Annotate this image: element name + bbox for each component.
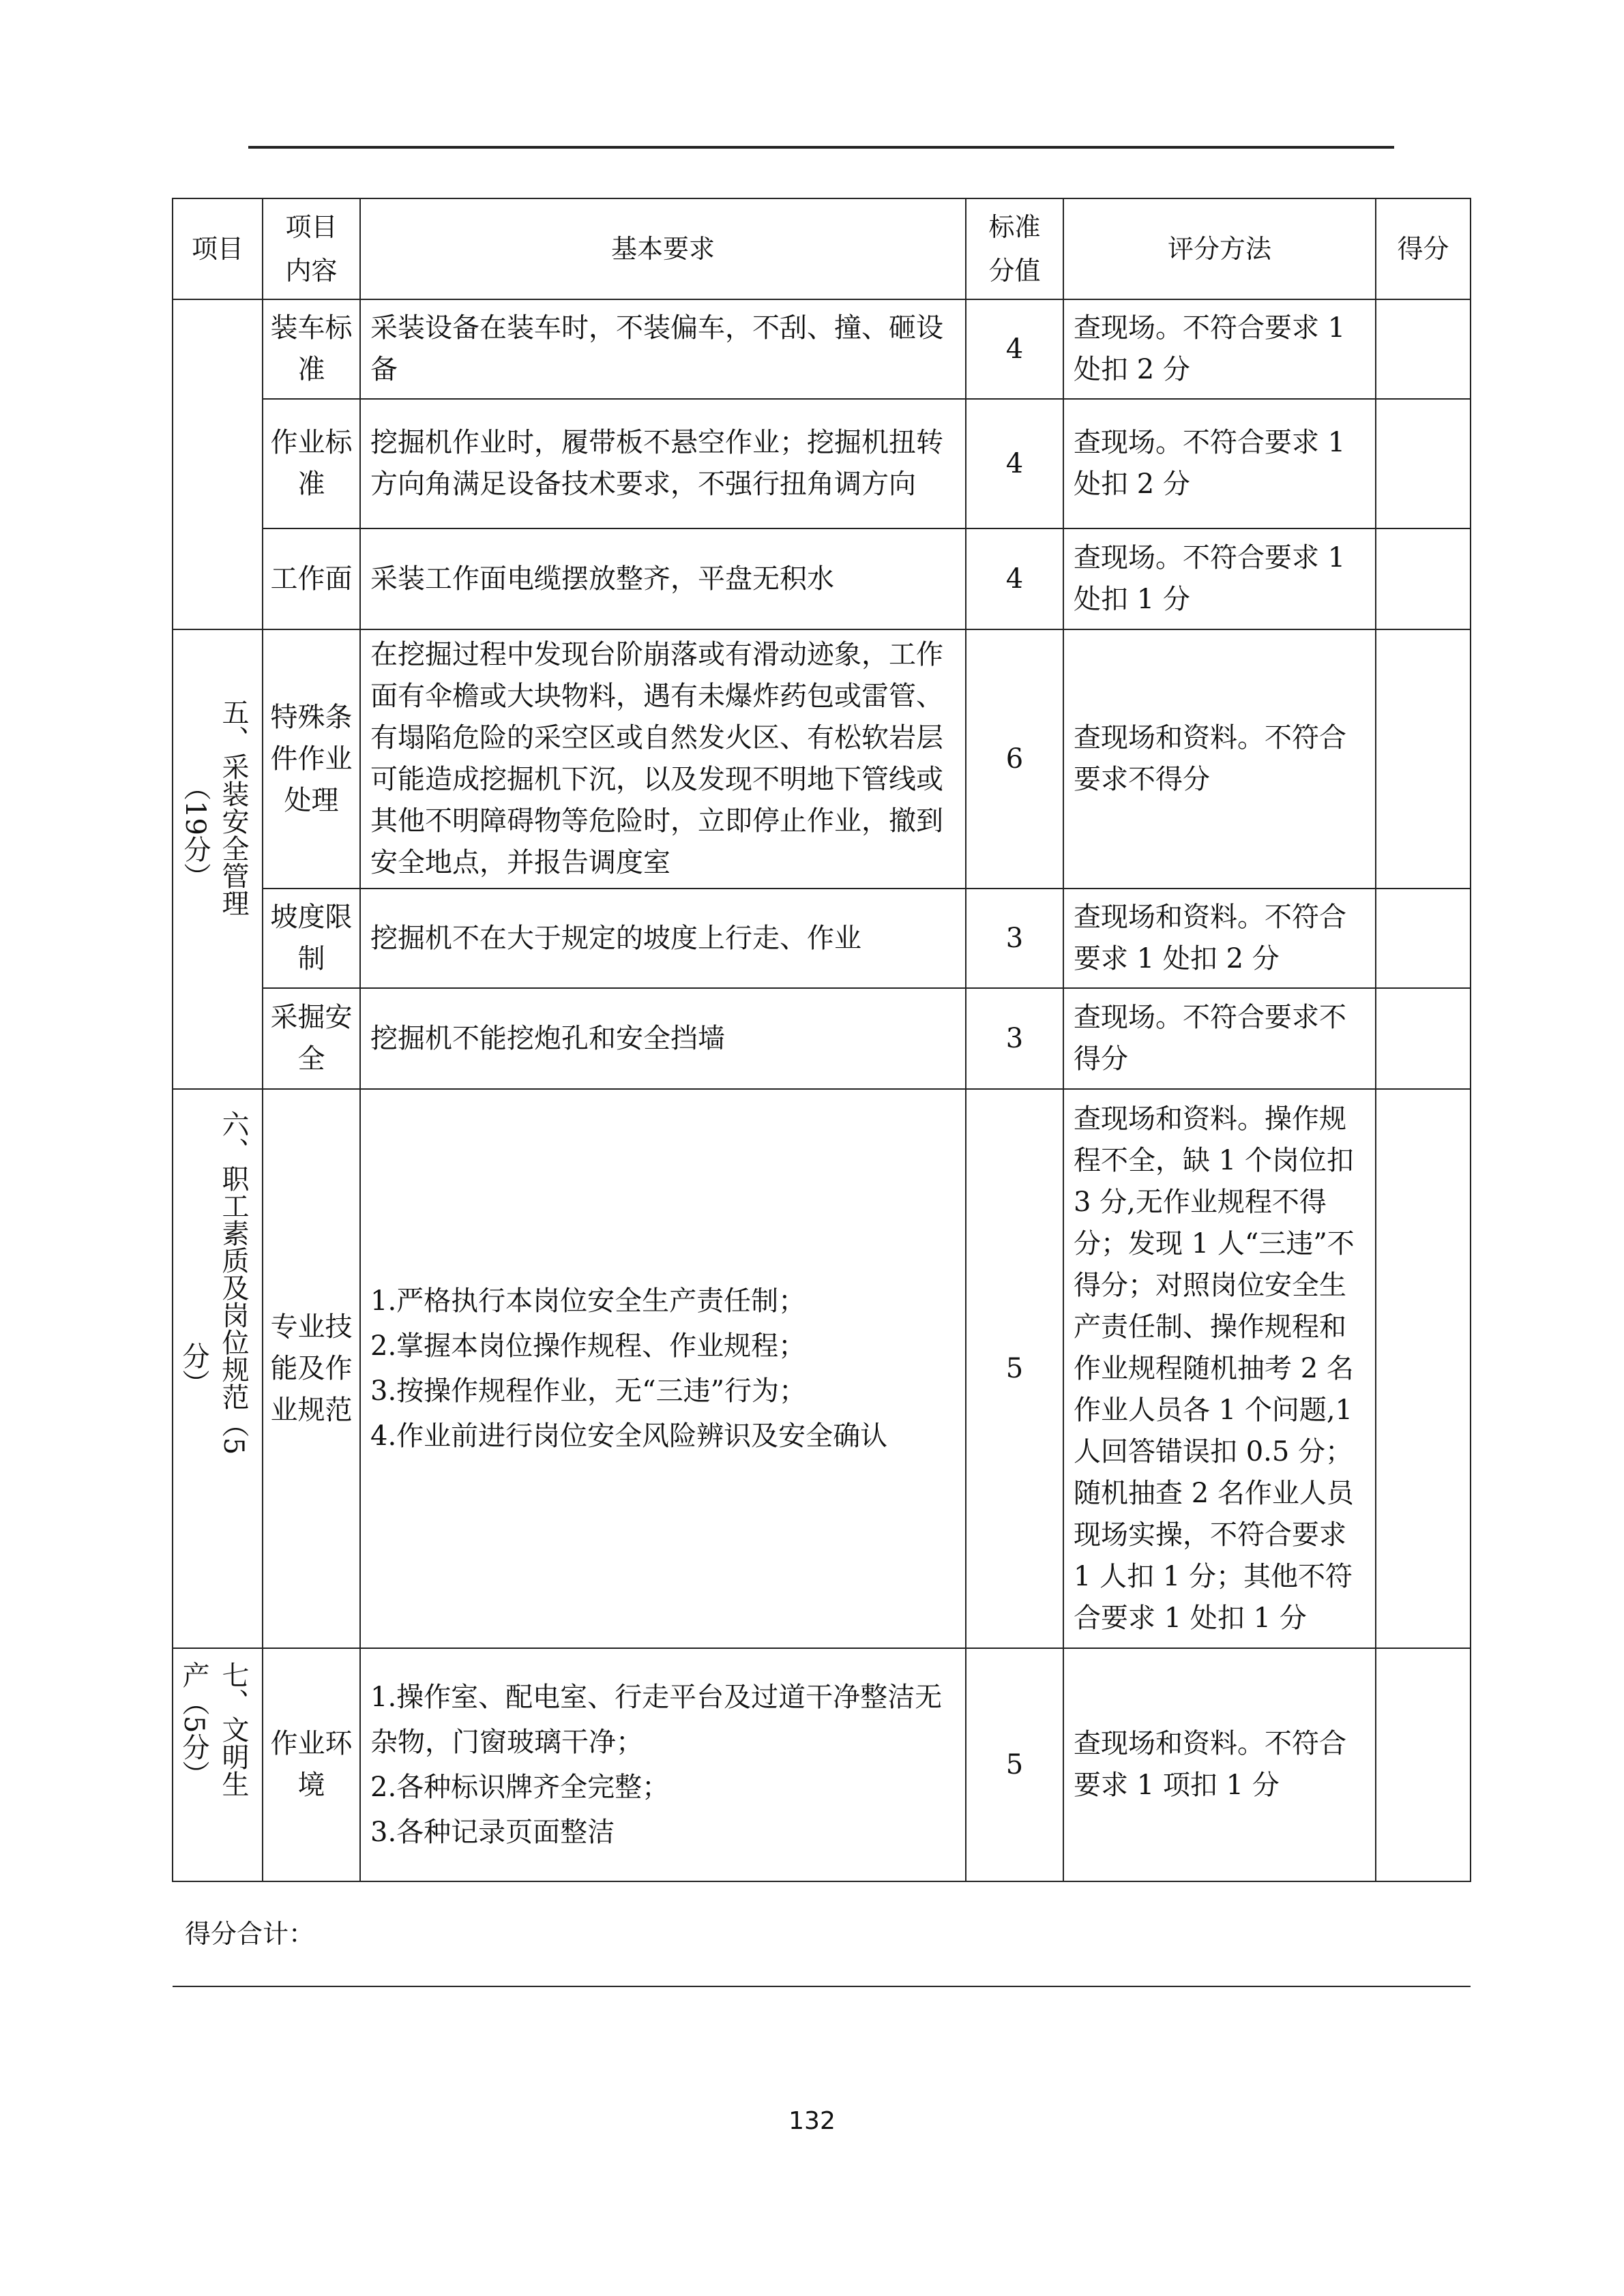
item-seven-score: 产（5分） [178, 1661, 209, 1788]
row-requirement: 在挖掘过程中发现台阶崩落或有滑动迹象，工作面有伞檐或大块物料，遇有未爆炸药包或雷管、有塌陷危险的采空区或自然发火区、有松软岩层可能造成挖掘机下沉，以及发现不明地下管线或其他不明障碍物等危险时，立即停止作业，撤到安全地点，并报告调度室 [360, 629, 966, 889]
row-method: 查现场和资料。操作规程不全，缺 1 个岗位扣 3 分,无作业规程不得分；发现 1 人“三违”不得分；对照岗位安全生产责任制、操作规程和作业规程随机抽考 2 名作业人员各 1 个问题,1 人回答错误扣 0.5 分；随机抽查 2 名作业人员现场实操，不符合要求 1 人扣 1 分；其他不符合要求 1 处扣 1 分 [1063, 1089, 1376, 1648]
table-row [173, 629, 1471, 889]
item-cell-section-five [173, 629, 263, 1089]
header-score: 得分 [1376, 198, 1471, 299]
row-score-input[interactable] [1376, 1648, 1471, 1881]
table-row [173, 399, 1471, 528]
header-item: 项目 [173, 198, 263, 299]
header-content: 项目内容 [263, 198, 360, 299]
header-method: 评分方法 [1063, 198, 1376, 299]
row-standard: 5 [966, 1648, 1063, 1881]
row-content: 作业环境 [263, 1648, 360, 1881]
row-standard: 4 [966, 299, 1063, 399]
row-content: 装车标准 [263, 299, 360, 399]
total-row [173, 1881, 1471, 1986]
row-standard: 4 [966, 528, 1063, 629]
row-score-input[interactable] [1376, 399, 1471, 528]
row-content: 坡度限制 [263, 889, 360, 988]
row-standard: 4 [966, 399, 1063, 528]
row-requirement: 采装设备在装车时，不装偏车，不刮、撞、砸设备 [360, 299, 966, 399]
row-requirement-list [360, 1089, 966, 1648]
header-standard: 标准分值 [966, 198, 1063, 299]
requirement-item: 3.各种记录页面整洁 [370, 1817, 615, 1848]
row-score-input[interactable] [1376, 528, 1471, 629]
header-requirement: 基本要求 [360, 198, 966, 299]
row-score-input[interactable] [1376, 988, 1471, 1089]
table-header-row [173, 198, 1471, 299]
item-six-score: 分） [178, 1342, 209, 1397]
item-cell-continued [173, 299, 263, 629]
total-label: 得分合计： [173, 1881, 1471, 1986]
row-method: 查现场。不符合要求不得分 [1063, 988, 1376, 1089]
row-requirement-list [360, 1648, 966, 1881]
row-standard: 5 [966, 1089, 1063, 1648]
row-content: 特殊条件作业处理 [263, 629, 360, 889]
row-score-input[interactable] [1376, 889, 1471, 988]
row-content: 工作面 [263, 528, 360, 629]
row-content: 作业标准 [263, 399, 360, 528]
row-requirement: 挖掘机不能挖炮孔和安全挡墙 [360, 988, 966, 1089]
row-standard: 3 [966, 988, 1063, 1089]
row-requirement: 采装工作面电缆摆放整齐，平盘无积水 [360, 528, 966, 629]
row-standard: 3 [966, 889, 1063, 988]
row-method: 查现场。不符合要求 1 处扣 2 分 [1063, 399, 1376, 528]
row-requirement: 挖掘机不在大于规定的坡度上行走、作业 [360, 889, 966, 988]
requirement-item: 2.各种标识牌齐全完整； [370, 1772, 670, 1803]
row-method: 查现场和资料。不符合要求 1 项扣 1 分 [1063, 1648, 1376, 1881]
item-six-title: 六、职工素质及岗位规范（5 [218, 1110, 249, 1455]
table-row [173, 889, 1471, 988]
row-content: 采掘安全 [263, 988, 360, 1089]
table-row [173, 988, 1471, 1089]
item-five-score: （19分） [179, 773, 211, 890]
table-row [173, 528, 1471, 629]
row-method: 查现场和资料。不符合要求不得分 [1063, 629, 1376, 889]
row-content: 专业技能及作业规范 [263, 1089, 360, 1648]
requirement-item: 1.操作室、配电室、行走平台及过道干净整洁无杂物，门窗玻璃干净； [370, 1682, 943, 1758]
page-number: 132 [788, 2107, 836, 2135]
requirement-item: 4.作业前进行岗位安全风险辨识及安全确认 [370, 1420, 888, 1452]
row-requirement: 挖掘机作业时，履带板不悬空作业；挖掘机扭转方向角满足设备技术要求，不强行扭角调方向 [360, 399, 966, 528]
requirement-item: 3.按操作规程作业，无“三违”行为； [370, 1375, 807, 1407]
table-row [173, 1648, 1471, 1881]
row-score-input[interactable] [1376, 299, 1471, 399]
item-cell-section-seven [173, 1648, 263, 1881]
table-row [173, 1089, 1471, 1648]
row-method: 查现场和资料。不符合要求 1 处扣 2 分 [1063, 889, 1376, 988]
row-standard: 6 [966, 629, 1063, 889]
row-method: 查现场。不符合要求 1 处扣 2 分 [1063, 299, 1376, 399]
item-seven-title: 七、文明生 [218, 1661, 249, 1798]
requirement-item: 2.掌握本岗位操作规程、作业规程； [370, 1330, 806, 1362]
item-cell-section-six [173, 1089, 263, 1648]
table-row [173, 299, 1471, 399]
item-five-title: 五、采装安全管理 [218, 698, 249, 916]
scoring-table [172, 198, 1471, 1987]
requirement-item: 1.严格执行本岗位安全生产责任制； [370, 1285, 806, 1317]
row-score-input[interactable] [1376, 629, 1471, 889]
row-score-input[interactable] [1376, 1089, 1471, 1648]
header-rule [248, 146, 1394, 149]
row-method: 查现场。不符合要求 1 处扣 1 分 [1063, 528, 1376, 629]
